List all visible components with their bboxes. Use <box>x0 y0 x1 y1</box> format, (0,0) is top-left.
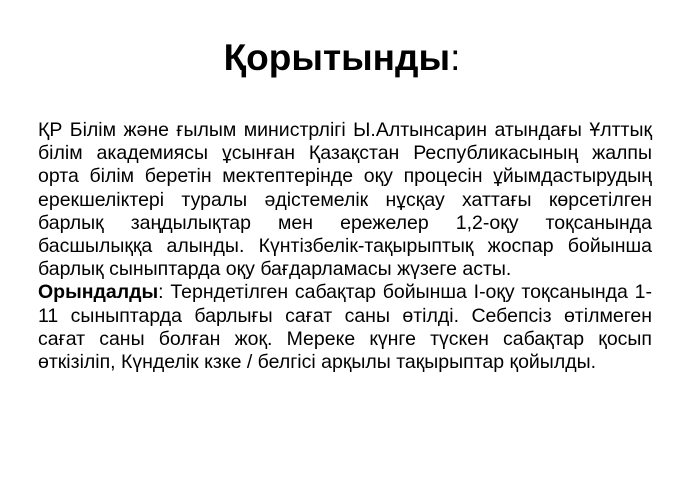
paragraph-2-colon: : <box>158 281 164 304</box>
title-text: Қорытынды <box>223 37 451 78</box>
paragraph-2 <box>38 281 652 374</box>
title-colon: : <box>450 37 461 78</box>
slide-body <box>38 119 652 374</box>
paragraph-2-label: Орындалды <box>38 281 159 304</box>
paragraph-2-text: Терндетілген сабақтар бойынша І-оқу тоқсанында 1-11 сыныптарда барлығы сағат саны өтілді. Себепсіз өтілмеген сағат саны болған жоқ. Мереке күнге түскен сабақтар қосып өткізіліп, Күнделік кзке / белгісі арқылы тақырыптар қойылды. <box>38 281 652 374</box>
slide-title <box>0 34 684 82</box>
paragraph-1: ҚР Білім және ғылым министрлігі Ы.Алтынсарин атындағы Ұлттық білім академиясы ұсынған Қазақстан Республикасының жалпы орта білім беретін мектептерінде оқу процесін ұйымдастырудың ерекшеліктері туралы әдістемелік нұсқау хаттағы көрсетілген барлық заңдылықтар мен ережелер 1,2-оқу тоқсанында басшылыққа алынды. Күнтізбелік-тақырыптық жоспар бойынша барлық сыныптарда оқу бағдарламасы жүзеге асты. <box>38 119 652 281</box>
